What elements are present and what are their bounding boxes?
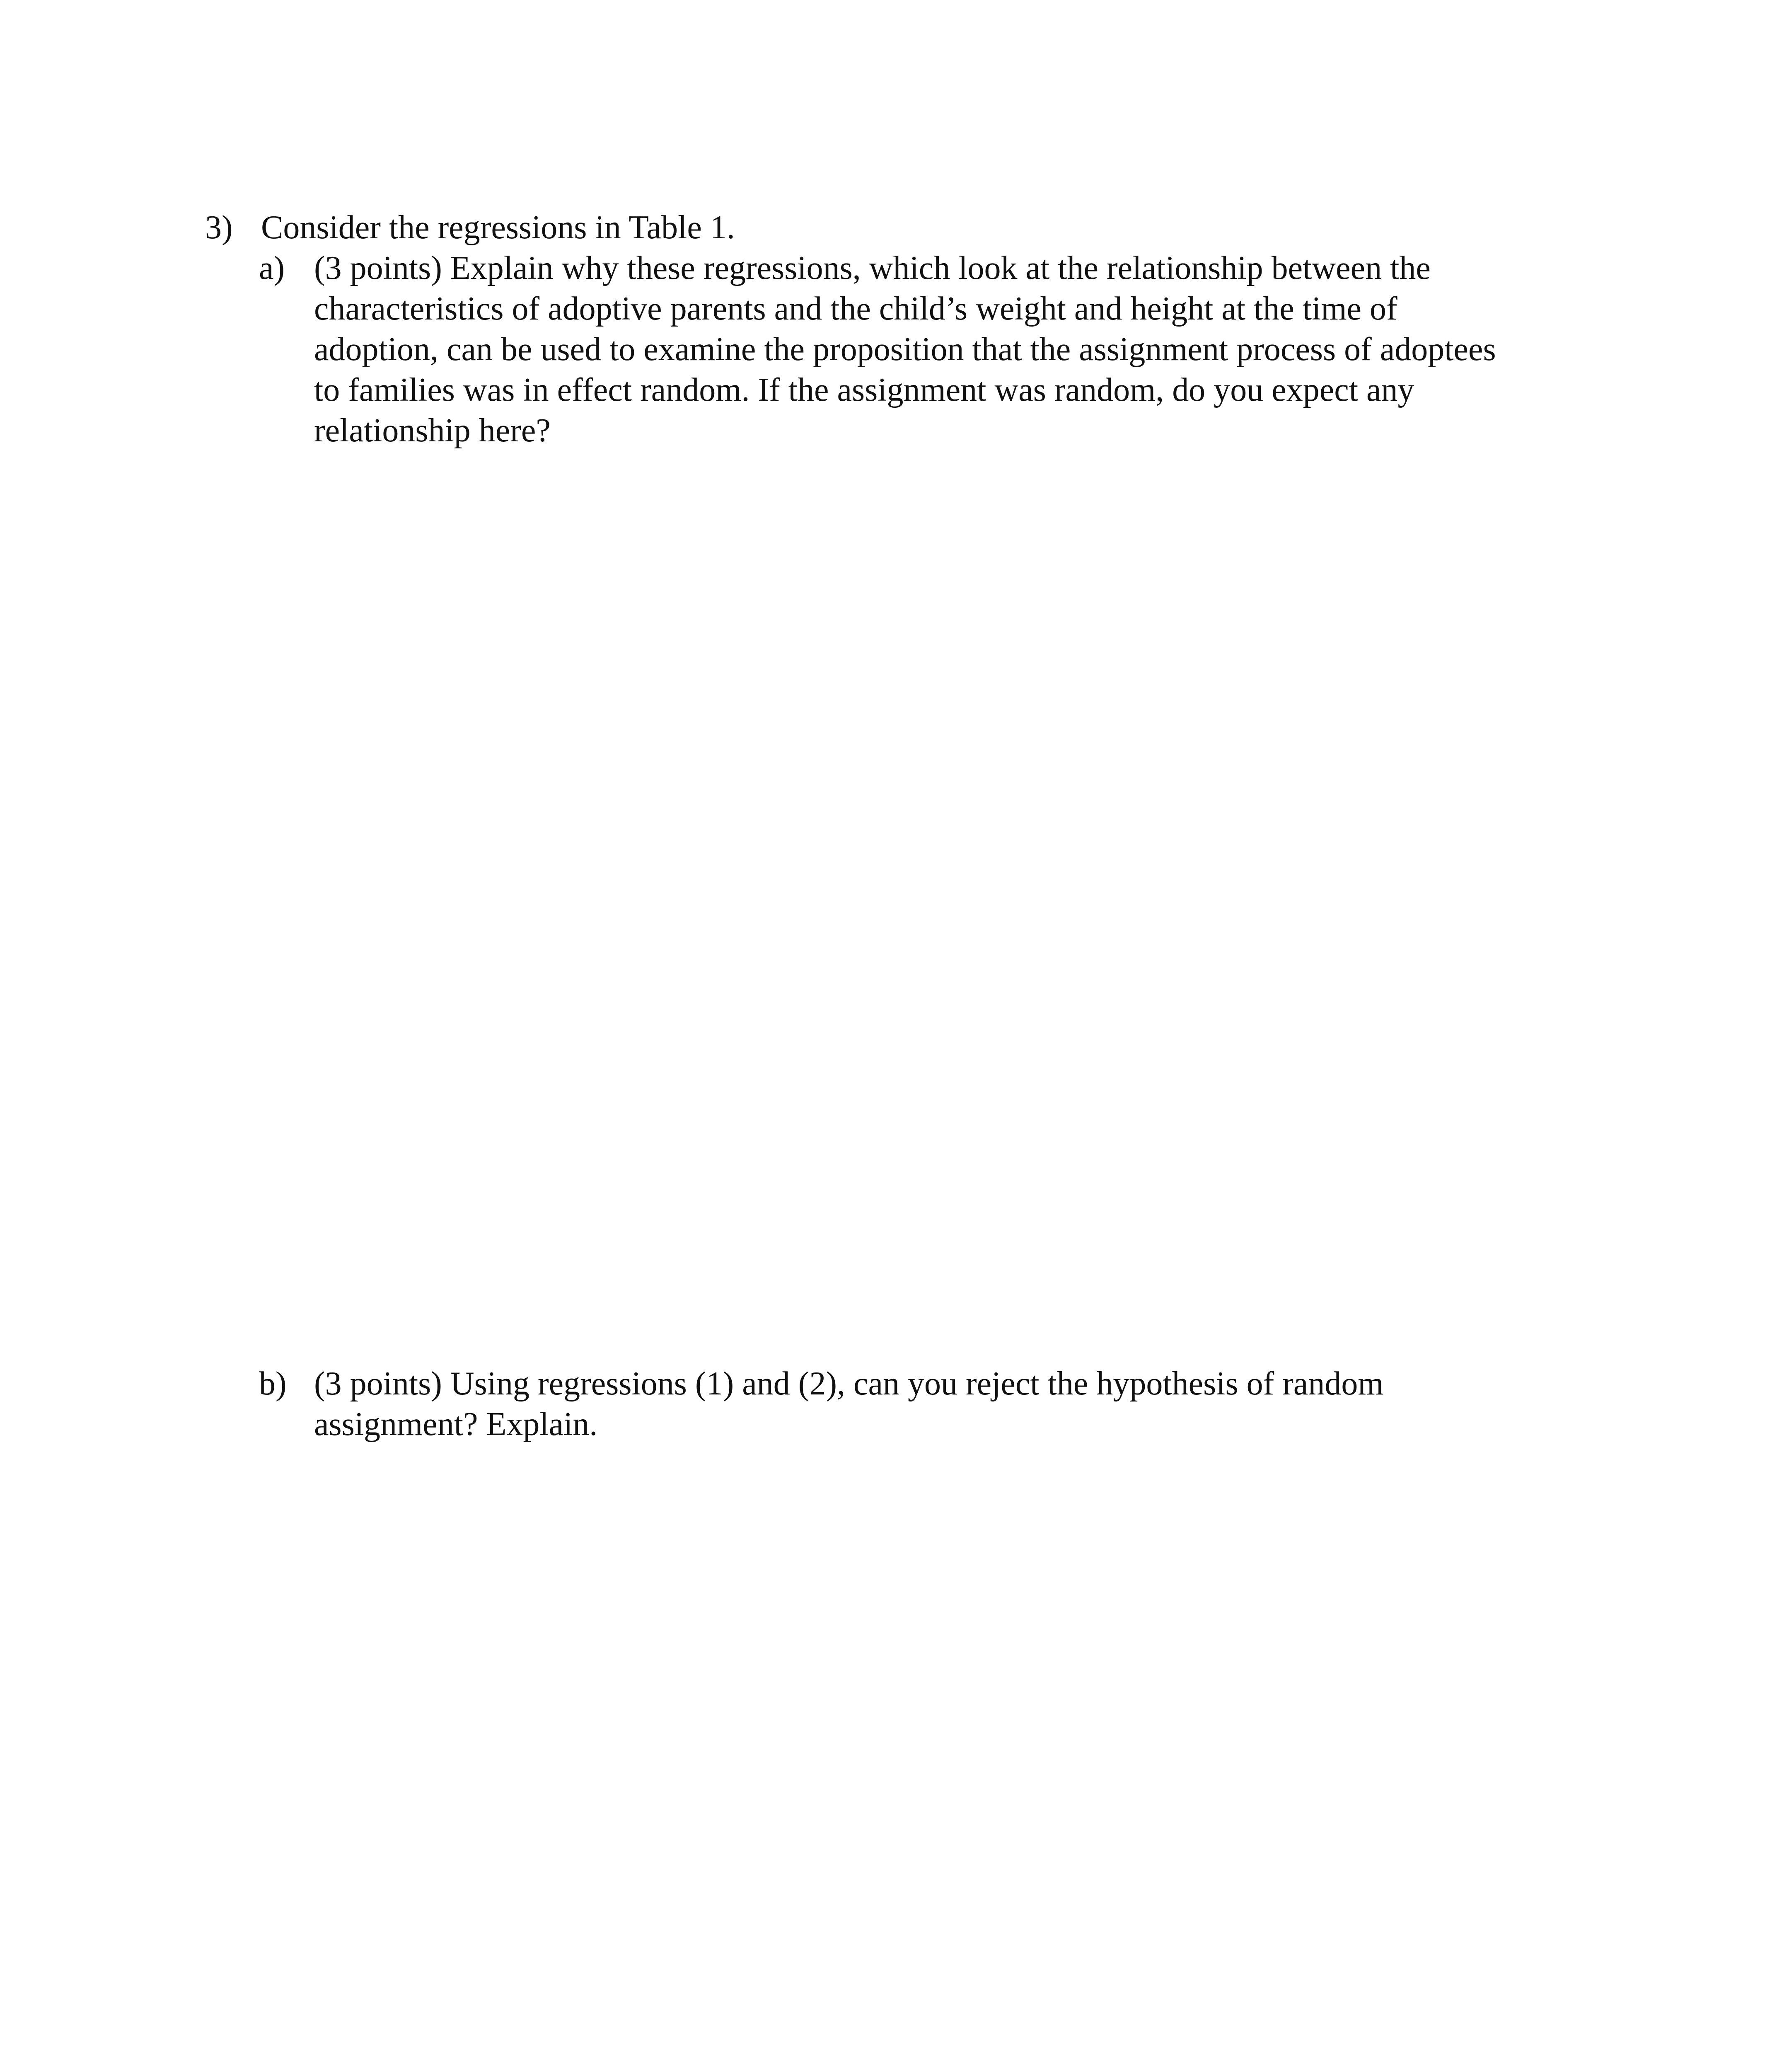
part-b-line: assignment? Explain.: [314, 1406, 598, 1443]
part-a-text: [314, 248, 1623, 451]
part-a-line: relationship here?: [314, 412, 551, 449]
part-a-label: a): [259, 250, 285, 286]
part-a-line: to families was in effect random. If the assignment was random, do you expect any: [314, 372, 1414, 408]
part-b-label: b): [259, 1365, 287, 1402]
part-a-line: adoption, can be used to examine the proposition that the assignment process of adoptees: [314, 331, 1496, 368]
part-b-line: (3 points) Using regressions (1) and (2), can you reject the hypothesis of random: [314, 1365, 1384, 1402]
question-text: Consider the regressions in Table 1.: [261, 209, 735, 246]
part-a-line: characteristics of adoptive parents and the child’s weight and height at the time of: [314, 290, 1397, 327]
part-a-line: (3 points) Explain why these regressions, which look at the relationship between the: [314, 250, 1431, 286]
question-number: 3): [205, 209, 233, 246]
part-b-text: [314, 1363, 1623, 1445]
